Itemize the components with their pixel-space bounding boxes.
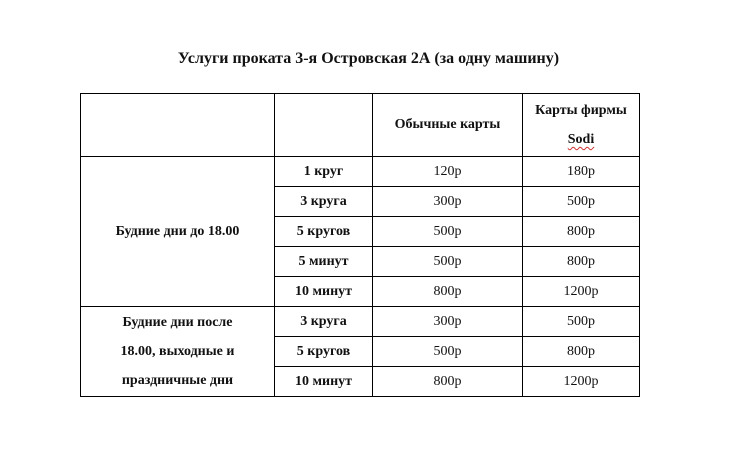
company-price-cell: 1200р bbox=[523, 367, 640, 397]
company-price-cell: 180р bbox=[523, 157, 640, 187]
option-cell: 5 кругов bbox=[275, 337, 373, 367]
regular-price-cell: 500р bbox=[373, 217, 523, 247]
group-label-weekday-before-18: Будние дни до 18.00 bbox=[81, 157, 275, 307]
group-label-line: 18.00, выходные и bbox=[120, 344, 235, 359]
regular-price-cell: 800р bbox=[373, 277, 523, 307]
header-row bbox=[81, 94, 640, 157]
regular-price-cell: 120р bbox=[373, 157, 523, 187]
regular-price-cell: 500р bbox=[373, 247, 523, 277]
option-cell: 5 минут bbox=[275, 247, 373, 277]
sodi-brand: Sodi bbox=[567, 132, 595, 147]
price-table bbox=[80, 93, 640, 397]
option-cell: 3 круга bbox=[275, 187, 373, 217]
regular-price-cell: 300р bbox=[373, 307, 523, 337]
regular-price-cell: 800р bbox=[373, 367, 523, 397]
company-price-cell: 1200р bbox=[523, 277, 640, 307]
table-row bbox=[81, 157, 640, 187]
option-cell: 3 круга bbox=[275, 307, 373, 337]
option-cell: 10 минут bbox=[275, 367, 373, 397]
page-title: Услуги проката 3-я Островская 2А (за одну машину) bbox=[177, 50, 560, 67]
company-price-cell: 800р bbox=[523, 247, 640, 277]
regular-cards-header: Обычные карты bbox=[373, 94, 523, 157]
company-price-cell: 500р bbox=[523, 307, 640, 337]
company-cards-header-line2 bbox=[523, 125, 639, 154]
group-label-line: праздничные дни bbox=[121, 373, 234, 388]
group-label-after-18-weekend bbox=[81, 307, 275, 397]
company-price-cell: 800р bbox=[523, 337, 640, 367]
regular-price-cell: 500р bbox=[373, 337, 523, 367]
group-label-line: Будние дни после bbox=[122, 315, 233, 330]
empty-header-cell bbox=[81, 94, 275, 157]
option-cell: 1 круг bbox=[275, 157, 373, 187]
option-cell: 10 минут bbox=[275, 277, 373, 307]
company-price-cell: 800р bbox=[523, 217, 640, 247]
regular-price-cell: 300р bbox=[373, 187, 523, 217]
empty-header-cell bbox=[275, 94, 373, 157]
option-cell: 5 кругов bbox=[275, 217, 373, 247]
table-row bbox=[81, 307, 640, 337]
company-price-cell: 500р bbox=[523, 187, 640, 217]
company-cards-header bbox=[523, 94, 640, 157]
company-cards-header-line1: Карты фирмы bbox=[535, 103, 627, 118]
